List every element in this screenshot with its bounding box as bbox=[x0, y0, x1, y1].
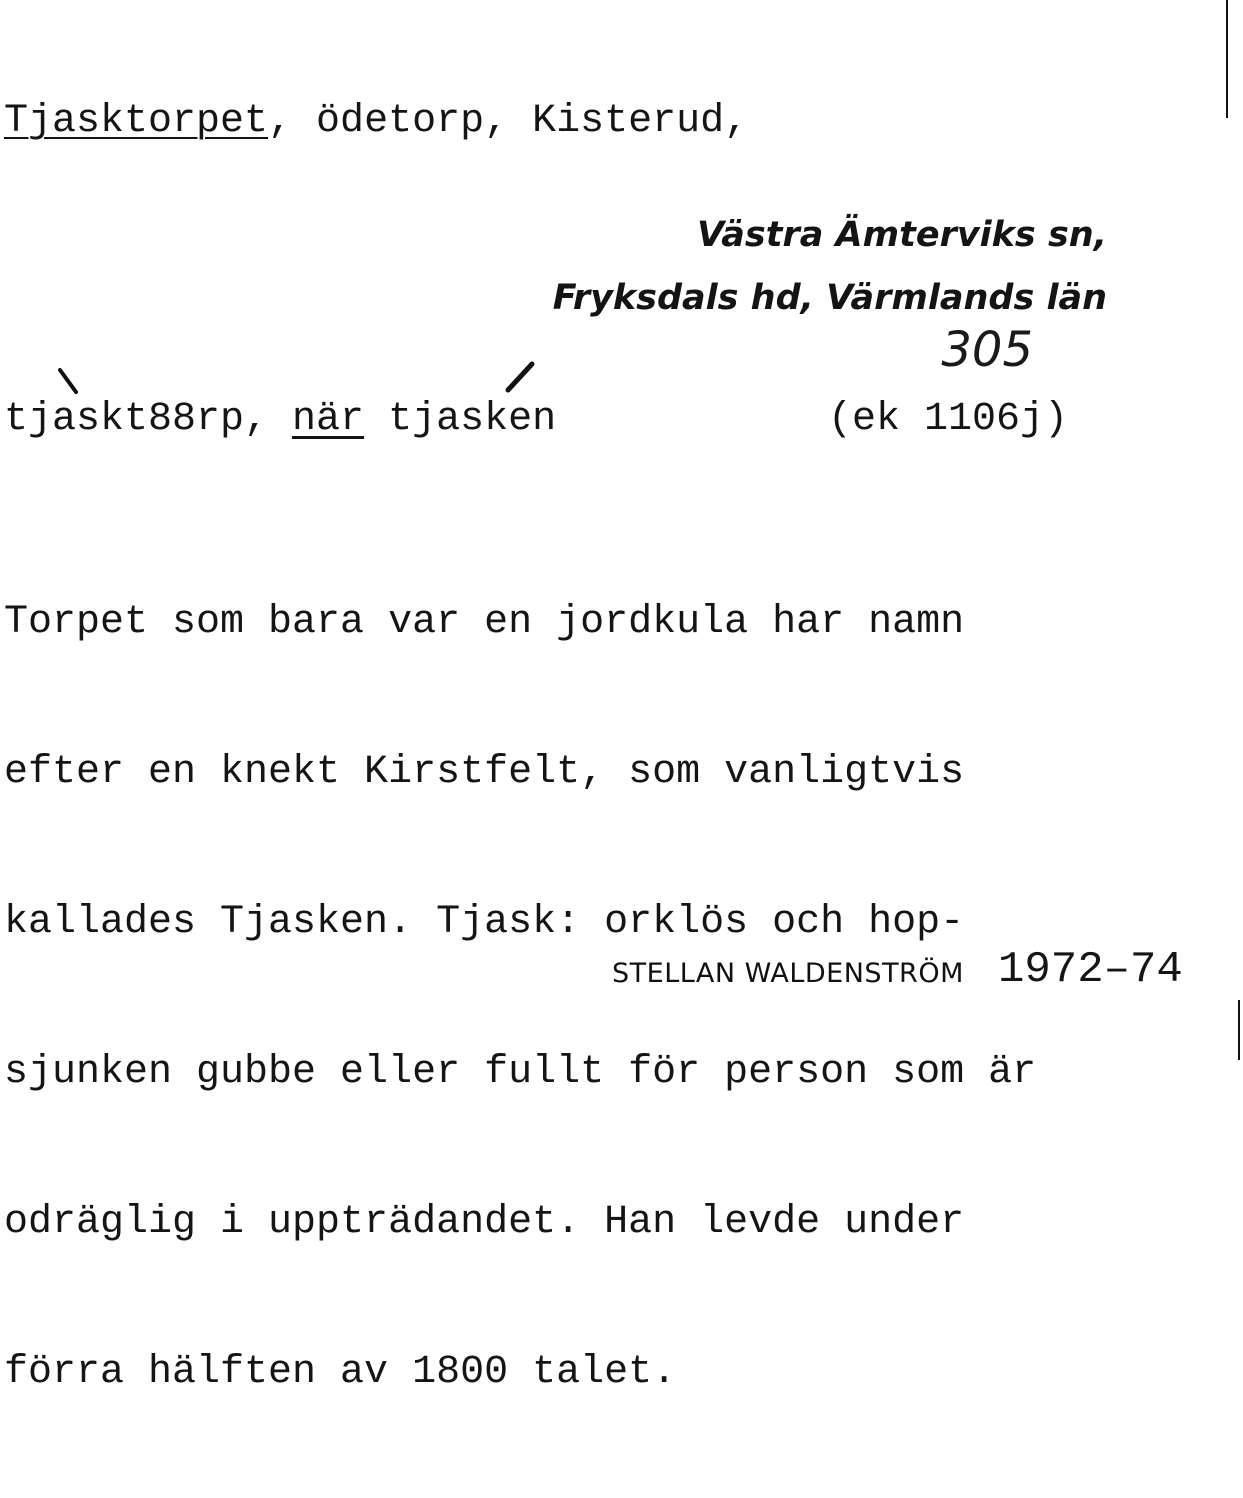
reference-code: (ek 1106j) bbox=[828, 397, 1069, 442]
body-line: efter en knekt Kirstfelt, som vanligtvis bbox=[4, 750, 965, 795]
headword-line bbox=[4, 98, 748, 146]
pronunciation-nar: när bbox=[292, 397, 365, 442]
headword: Tjasktorpet bbox=[4, 99, 269, 144]
years: 1972–74 bbox=[998, 945, 1183, 995]
body-line: förra hälften av 1800 talet. bbox=[4, 1350, 677, 1395]
author-name: STELLAN WALDENSTRÖM bbox=[612, 958, 964, 989]
scan-edge-bottom bbox=[1238, 1000, 1240, 1060]
scan-edge-top bbox=[1226, 0, 1228, 118]
pronunciation-part-b: tjasken bbox=[364, 397, 557, 442]
handwritten-number: 305 bbox=[941, 322, 1033, 378]
district: Fryksdals hd, Värmlands län bbox=[552, 278, 1107, 318]
body-line: Torpet som bara var en jordkula har namn bbox=[4, 600, 965, 645]
body-text bbox=[4, 498, 1036, 1498]
parish: Västra Ämterviks sn, bbox=[696, 215, 1107, 255]
body-line: kallades Tjasken. Tjask: orklös och hop- bbox=[4, 900, 965, 945]
grave-accent-mark bbox=[54, 366, 84, 400]
body-line: odräglig i uppträdandet. Han levde under bbox=[4, 1200, 965, 1245]
headword-suffix: , ödetorp, Kisterud, bbox=[268, 99, 749, 144]
body-line: sjunken gubbe eller fullt för person som är bbox=[4, 1050, 1037, 1095]
pronunciation-line bbox=[4, 396, 556, 444]
acute-accent-mark bbox=[500, 358, 540, 398]
pronunciation-part-a: tjaskt88rp, bbox=[4, 397, 293, 442]
